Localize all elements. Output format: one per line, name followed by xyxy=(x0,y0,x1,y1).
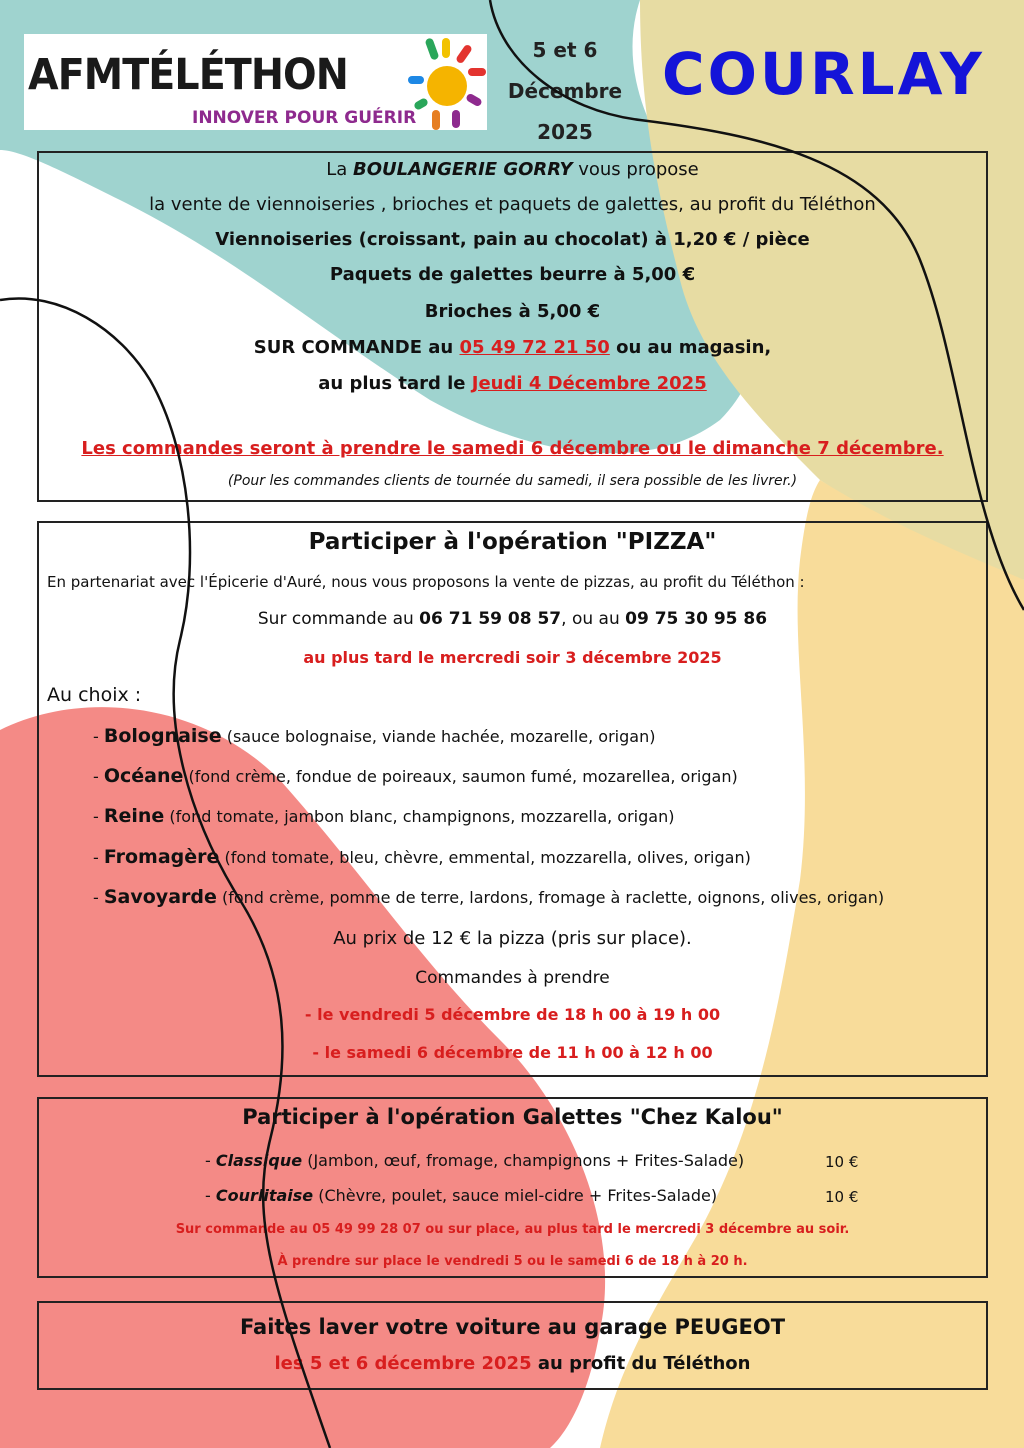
deadline-date: Jeudi 4 Décembre 2025 xyxy=(471,373,707,394)
order-line: SUR COMMANDE au 05 49 72 21 50 ou au magasin, xyxy=(253,337,772,358)
pizza-box xyxy=(37,521,988,1077)
date-line-2: Décembre xyxy=(507,79,623,103)
pizza-choice-label: Au choix : xyxy=(47,684,142,706)
bakery-description: la vente de viennoiseries , brioches et paquets de galettes, au profit du Téléthon xyxy=(149,194,876,215)
pizza-item: - Bolognaise (sauce bolognaise, viande hachée, mozarelle, origan) xyxy=(93,725,656,747)
city-title: COURLAY xyxy=(662,40,985,108)
date-line-3: 2025 xyxy=(537,120,593,144)
pickup-info: Les commandes seront à prendre le samedi 6 décembre ou le dimanche 7 décembre. xyxy=(81,438,944,459)
galette-item: - Classique (Jambon, œuf, fromage, champignons + Frites-Salade) xyxy=(205,1151,745,1170)
galette-item: - Courlitaise (Chèvre, poulet, sauce miel-cidre + Frites-Salade) xyxy=(205,1186,718,1205)
galettes-title: Participer à l'opération Galettes "Chez Kalou" xyxy=(242,1105,783,1129)
galette-price: 10 € xyxy=(825,1153,859,1171)
pizza-pickup-1: - le vendredi 5 décembre de 18 h 00 à 19 h 00 xyxy=(304,1005,721,1024)
logo-wordmark: AFMTÉLÉTHON xyxy=(28,50,348,100)
carwash-dates: les 5 et 6 décembre 2025 au profit du Téléthon xyxy=(274,1353,751,1374)
afm-telethon-logo xyxy=(24,34,487,130)
viennoiseries-price: Viennoiseries (croissant, pain au chocolat) à 1,20 € / pièce xyxy=(215,229,810,250)
pizza-pickup-2: - le samedi 6 décembre de 11 h 00 à 12 h 00 xyxy=(312,1043,713,1062)
pizza-item: - Reine (fond tomate, jambon blanc, champignons, mozzarella, origan) xyxy=(93,805,675,827)
galettes-price: Paquets de galettes beurre à 5,00 € xyxy=(329,264,696,285)
galettes-pickup: À prendre sur place le vendredi 5 ou le samedi 6 de 18 h à 20 h. xyxy=(277,1254,748,1269)
bakery-box xyxy=(37,151,988,502)
pizza-item: - Océane (fond crème, fondue de poireaux, saumon fumé, mozarellea, origan) xyxy=(93,765,738,787)
logo-tagline: INNOVER POUR GUÉRIR xyxy=(192,108,417,128)
pizza-order: Sur commande au 06 71 59 08 57, ou au 09 75 30 95 86 xyxy=(257,609,768,629)
pizza-price: Au prix de 12 € la pizza (pris sur place). xyxy=(333,928,692,949)
brioches-price: Brioches à 5,00 € xyxy=(424,301,601,322)
carwash-title: Faites laver votre voiture au garage PEUGEOT xyxy=(239,1315,786,1339)
sun-icon xyxy=(408,38,486,130)
pizza-phone-2[interactable]: 09 75 30 95 86 xyxy=(625,609,768,629)
date-line-1: 5 et 6 xyxy=(532,38,598,62)
galettes-box xyxy=(37,1097,988,1278)
pizza-item: - Savoyarde (fond crème, pomme de terre, lardons, fromage à raclette, oignons, olives, origan) xyxy=(93,886,885,908)
galette-price: 10 € xyxy=(825,1188,859,1206)
bakery-name: BOULANGERIE GORRY xyxy=(353,159,573,180)
galettes-order: Sur commande au 05 49 99 28 07 ou sur place, au plus tard le mercredi 3 décembre au soir. xyxy=(175,1222,850,1237)
pizza-pickup-label: Commandes à prendre xyxy=(415,968,610,988)
carwash-box xyxy=(37,1301,988,1390)
event-dates xyxy=(500,30,630,153)
delivery-note: (Pour les commandes clients de tournée du samedi, il sera possible de les livrer.) xyxy=(227,473,798,489)
deadline-line: au plus tard le Jeudi 4 Décembre 2025 xyxy=(318,373,707,394)
bakery-phone[interactable]: 05 49 72 21 50 xyxy=(459,337,610,358)
bakery-intro: La BOULANGERIE GORRY vous propose xyxy=(326,159,699,180)
pizza-title: Participer à l'opération "PIZZA" xyxy=(308,529,717,555)
pizza-intro: En partenariat avec l'Épicerie d'Auré, nous vous proposons la vente de pizzas, au profit du Téléthon : xyxy=(47,573,805,591)
pizza-phone-1[interactable]: 06 71 59 08 57 xyxy=(419,609,562,629)
pizza-deadline: au plus tard le mercredi soir 3 décembre 2025 xyxy=(303,648,722,667)
pizza-item: - Fromagère (fond tomate, bleu, chèvre, emmental, mozzarella, olives, origan) xyxy=(93,846,751,868)
